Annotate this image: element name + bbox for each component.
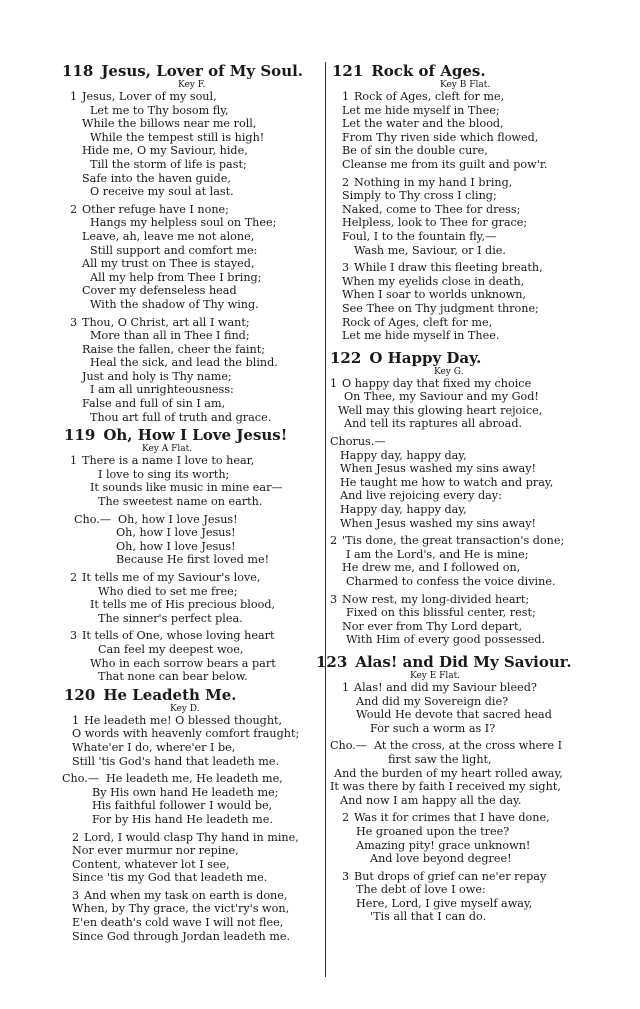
chorus-label: Chorus.— (330, 435, 386, 449)
verse-line (330, 230, 586, 244)
verse-line (330, 794, 586, 808)
verse-line (62, 370, 322, 384)
stanza (330, 377, 586, 431)
verse-line (62, 813, 322, 827)
verse-line (62, 284, 322, 298)
verse-line (330, 503, 586, 517)
verse-text: Let me hide myself in Thee. (342, 329, 500, 343)
hymn-120 (62, 686, 322, 944)
verse-number: 3 (70, 315, 78, 329)
verse-line (330, 606, 586, 620)
verse-line (330, 329, 586, 343)
stanza (330, 739, 586, 807)
verse-text: Other refuge have I none; (82, 202, 229, 216)
verse-number: 3 (70, 629, 78, 643)
verse-number: 2 (72, 830, 80, 844)
hymn-title (316, 653, 586, 671)
verse-line (330, 462, 586, 476)
hymn-121 (330, 62, 586, 343)
verse-line (62, 786, 322, 800)
verse-text: Thou art full of truth and grace. (90, 410, 272, 424)
verse-line (330, 548, 586, 562)
chorus-label: Cho.— (330, 739, 368, 753)
verse-line (330, 695, 586, 709)
hymn-key: Key B Flat. (440, 80, 491, 90)
verse-text: Would He devote that sacred head (356, 708, 552, 722)
verse-line (62, 657, 322, 671)
verse-line (62, 411, 322, 425)
verse-number: 1 (330, 376, 338, 390)
verse-text: The sweetest name on earth. (98, 495, 263, 509)
verse-text: And did my Sovereign die? (356, 694, 509, 708)
hymn-key: Key G. (434, 366, 464, 377)
verse-line (62, 144, 322, 158)
hymn-title-text: Jesus, Lover of My Soul. (101, 62, 304, 80)
verse-text: Thou, O Christ, art all I want; (82, 315, 250, 329)
verse-text: Wash me, Saviour, or I die. (354, 243, 506, 257)
verse-text: Still support and comfort me: (90, 243, 258, 257)
verse-line (330, 708, 586, 722)
verse-text: All my trust on Thee is stayed, (82, 257, 255, 271)
verse-line (330, 633, 586, 647)
verse-text: And now I am happy all the day. (340, 793, 522, 807)
verse-number: 3 (72, 888, 80, 902)
verse-line (62, 772, 322, 786)
verse-text: Cover my defenseless head (82, 284, 237, 298)
verse-line (62, 244, 322, 258)
column-divider (325, 62, 326, 977)
verse-text: Oh, how I love Jesus! (116, 539, 236, 553)
verse-line (330, 753, 586, 767)
verse-line (330, 561, 586, 575)
verse-line (330, 158, 586, 172)
verse-text: Helpless, look to Thee for grace; (342, 216, 528, 230)
verse-line (62, 90, 322, 104)
verse-text: Happy day, happy day, (340, 503, 467, 517)
hymn-title (62, 686, 322, 704)
stanza (330, 176, 586, 258)
verse-line (62, 844, 322, 858)
verse-line (330, 302, 586, 316)
verse-line (330, 104, 586, 118)
verse-line (62, 629, 322, 643)
hymn-number: 118 (62, 62, 94, 80)
verse-text: When my eyelids close in death, (342, 274, 525, 288)
verse-number: 1 (342, 680, 350, 694)
verse-text: Alas! and did my Saviour bleed? (354, 680, 537, 694)
verse-number: 2 (342, 175, 350, 189)
verse-text: It tells me of my Saviour's love, (82, 571, 261, 584)
verse-line (62, 858, 322, 872)
hymn-title-text: He Leadeth Me. (103, 685, 237, 704)
verse-text: Hide me, O my Saviour, hide, (82, 144, 248, 158)
stanza (62, 714, 322, 768)
verse-text: Well may this glowing heart rejoice, (338, 403, 543, 417)
hymn-118 (62, 62, 322, 424)
verse-number: 3 (330, 592, 338, 606)
verse-text: Let me to Thy bosom fly, (90, 103, 229, 117)
verse-line (330, 435, 586, 449)
verse-line (330, 722, 586, 736)
verse-line (62, 902, 322, 916)
verse-text: It sounds like music in mine ear— (90, 481, 283, 495)
verse-text: When Jesus washed my sins away! (340, 462, 537, 476)
verse-text: Let me hide myself in Thee; (342, 103, 500, 117)
verse-text: Whate'er I do, where'er I be, (72, 740, 236, 754)
stanza (330, 90, 586, 172)
verse-line (330, 476, 586, 490)
verse-text: Leave, ah, leave me not alone, (82, 229, 255, 243)
verse-line (330, 620, 586, 634)
hymn-key: Key E Flat. (410, 670, 461, 681)
verse-line (330, 404, 586, 418)
stanza (62, 203, 322, 312)
verse-line (330, 275, 586, 289)
verse-text: He drew me, and I followed on, (342, 561, 521, 575)
verse-text: Just and holy is Thy name; (82, 369, 232, 383)
stanza (62, 571, 322, 625)
hymn-title-text: O Happy Day. (369, 348, 482, 367)
verse-text: Nor ever from Thy Lord depart, (342, 619, 523, 633)
stanza (62, 513, 322, 567)
verse-line (330, 117, 586, 131)
verse-text: Simply to Thy cross I cling; (342, 189, 497, 203)
verse-text: More than all in Thee I find; (90, 329, 250, 343)
verse-text: With the shadow of Thy wing. (90, 297, 259, 311)
verse-text: Rock of Ages, cleft for me, (354, 90, 505, 103)
hymn-title (62, 426, 322, 444)
verse-line (330, 489, 586, 503)
stanza (62, 889, 322, 943)
verse-line (62, 714, 322, 728)
verse-line (330, 767, 586, 781)
verse-line (330, 852, 586, 866)
verse-number: 2 (70, 202, 78, 216)
verse-line (330, 176, 586, 190)
verse-number: 1 (342, 90, 350, 103)
hymn-title-text: Alas! and Did My Saviour. (355, 652, 572, 671)
verse-number: 2 (342, 811, 350, 825)
verse-text: When I soar to worlds unknown, (342, 288, 527, 302)
verse-line (330, 316, 586, 330)
verse-text: Who in each sorrow bears a part (90, 656, 276, 670)
verse-line (62, 598, 322, 612)
verse-number: 1 (70, 454, 78, 468)
right-column (316, 62, 586, 924)
verse-text: His faithful follower I would be, (92, 799, 273, 813)
hymn-number: 119 (64, 426, 96, 445)
verse-text: At the cross, at the cross where I (374, 739, 563, 753)
verse-line (330, 593, 586, 607)
verse-text: And live rejoicing every day: (340, 489, 502, 503)
hymn-123 (316, 652, 586, 924)
verse-text: O words with heavenly comfort fraught; (72, 727, 300, 741)
verse-line (62, 481, 322, 495)
chorus-label: Cho.— (74, 512, 112, 526)
verse-line (330, 449, 586, 463)
verse-line (62, 553, 322, 567)
verse-number: 3 (342, 261, 350, 275)
verse-line (62, 799, 322, 813)
verse-text: False and full of sin I am, (82, 397, 226, 411)
verse-line (62, 755, 322, 769)
verse-line (62, 185, 322, 199)
verse-line (330, 90, 586, 104)
verse-text: Was it for crimes that I have done, (354, 811, 550, 825)
stanza (330, 681, 586, 735)
chorus-label: Cho.— (62, 772, 100, 786)
verse-line (330, 216, 586, 230)
verse-text: He leadeth me! O blessed thought, (84, 713, 283, 727)
verse-line (62, 397, 322, 411)
verse-text: When Jesus washed my sins away! (340, 516, 537, 530)
verse-text: Naked, come to Thee for dress; (342, 202, 521, 216)
verse-line (62, 741, 322, 755)
verse-line (62, 230, 322, 244)
verse-text: Since 'tis my God that leadeth me. (72, 871, 268, 885)
verse-text: When, by Thy grace, the vict'ry's won, (72, 902, 290, 916)
verse-text: He taught me how to watch and pray, (340, 475, 554, 489)
verse-line (62, 329, 322, 343)
verse-text: And tell its raptures all abroad. (344, 417, 523, 431)
verse-line (62, 916, 322, 930)
verse-line (62, 158, 322, 172)
stanza (62, 316, 322, 425)
verse-line (62, 643, 322, 657)
verse-text: Since God through Jordan leadeth me. (72, 929, 291, 943)
verse-text: It tells me of His precious blood, (90, 598, 276, 612)
verse-text: But drops of grief can ne'er repay (354, 869, 547, 883)
verse-text: Foul, I to the fountain fly,— (342, 229, 497, 243)
verse-line (330, 189, 586, 203)
verse-line (330, 681, 586, 695)
verse-text: I am the Lord's, and He is mine; (346, 547, 529, 561)
hymn-title-text: Rock of Ages. (371, 62, 486, 80)
verse-line (62, 468, 322, 482)
verse-line (62, 257, 322, 271)
verse-line (330, 897, 586, 911)
hymn-title-text: Oh, How I Love Jesus! (103, 426, 288, 445)
verse-text: Who died to set me free; (98, 584, 238, 598)
hymn-number: 123 (316, 652, 348, 671)
verse-text: O receive my soul at last. (90, 185, 234, 199)
verse-text: He leadeth me, He leadeth me, (106, 772, 283, 786)
verse-text: While the tempest still is high! (90, 130, 265, 144)
verse-text: I am all unrighteousness: (90, 383, 234, 397)
verse-text: Fixed on this blissful center, rest; (346, 606, 536, 620)
verse-text: Can feel my deepest woe, (98, 642, 244, 656)
verse-line (62, 612, 322, 626)
verse-text: There is a name I love to hear, (82, 454, 255, 468)
verse-text: Still 'tis God's hand that leadeth me. (72, 754, 280, 768)
verse-text: Rock of Ages, cleft for me, (342, 315, 493, 329)
verse-text: And the burden of my heart rolled away, (334, 766, 563, 780)
verse-line (62, 571, 322, 585)
verse-text: Oh, how I love Jesus! (118, 512, 238, 526)
verse-text: See Thee on Thy judgment throne; (342, 301, 539, 315)
verse-number: 2 (70, 571, 78, 584)
verse-text: Nor ever murmur nor repine, (72, 844, 239, 858)
verse-line (330, 870, 586, 884)
verse-number: 2 (330, 534, 338, 548)
verse-line (330, 910, 586, 924)
verse-line (330, 244, 586, 258)
verse-text: It tells of One, whose loving heart (82, 629, 275, 643)
verse-line (62, 495, 322, 509)
verse-text: While the billows near me roll, (82, 117, 257, 131)
hymn-key: Key F. (178, 80, 206, 90)
verse-text: Heal the sick, and lead the blind. (90, 356, 278, 370)
stanza (62, 90, 322, 199)
verse-text: Happy day, happy day, (340, 448, 467, 462)
verse-line (62, 316, 322, 330)
verse-line (62, 831, 322, 845)
verse-text: With Him of every good possessed. (346, 633, 546, 647)
verse-text: I love to sing its worth; (98, 467, 230, 481)
verse-text: Because He first loved me! (116, 553, 270, 567)
verse-line (330, 261, 586, 275)
verse-line (62, 131, 322, 145)
verse-line (62, 383, 322, 397)
verse-line (330, 883, 586, 897)
verse-text: Safe into the haven guide, (82, 171, 231, 185)
verse-text: On Thee, my Saviour and my God! (344, 390, 539, 404)
verse-line (62, 203, 322, 217)
verse-text: That none can bear below. (98, 670, 248, 684)
verse-text: 'Tis all that I can do. (370, 910, 487, 924)
verse-line (330, 377, 586, 391)
verse-text: Jesus, Lover of my soul, (82, 90, 217, 103)
verse-text: Raise the fallen, cheer the faint; (82, 342, 265, 356)
verse-text: Nothing in my hand I bring, (354, 175, 513, 189)
verse-line (330, 739, 586, 753)
hymn-number: 120 (64, 685, 96, 704)
verse-line (330, 780, 586, 794)
verse-text: Till the storm of life is past; (90, 157, 247, 171)
verse-text: Let the water and the blood, (342, 117, 504, 131)
verse-text: All my help from Thee I bring; (90, 270, 262, 284)
verse-line (62, 513, 322, 527)
stanza (330, 870, 586, 924)
verse-text: 'Tis done, the great transaction's done; (342, 534, 565, 548)
stanza (330, 593, 586, 647)
verse-line (62, 930, 322, 944)
stanza (62, 772, 322, 826)
stanza (62, 629, 322, 683)
verse-line (62, 454, 322, 468)
verse-line (62, 540, 322, 554)
verse-text: For by His hand He leadeth me. (92, 812, 273, 826)
verse-text: It was there by faith I received my sight, (330, 780, 561, 794)
verse-line (62, 216, 322, 230)
hymn-119 (62, 426, 322, 684)
stanza (330, 261, 586, 343)
verse-line (330, 131, 586, 145)
verse-line (62, 727, 322, 741)
stanza (330, 435, 586, 530)
verse-number: 1 (72, 713, 80, 727)
hymn-title (62, 62, 322, 80)
verse-line (62, 526, 322, 540)
verse-text: The sinner's perfect plea. (98, 611, 243, 625)
verse-line (330, 517, 586, 531)
verse-text: The debt of love I owe: (356, 883, 486, 897)
stanza (330, 811, 586, 865)
stanza (62, 454, 322, 508)
hymn-122 (330, 349, 586, 647)
verse-line (62, 343, 322, 357)
hymn-number: 121 (332, 62, 364, 80)
verse-text: By His own hand He leadeth me; (92, 785, 279, 799)
verse-text: first saw the light, (388, 752, 492, 766)
verse-text: He groaned upon the tree? (356, 824, 510, 838)
verse-text: And love beyond degree! (370, 852, 512, 866)
verse-text: Here, Lord, I give myself away, (356, 896, 533, 910)
verse-text: And when my task on earth is done, (84, 888, 288, 902)
hymn-key: Key D. (170, 703, 200, 714)
hymn-key: Key A Flat. (142, 444, 193, 455)
verse-line (62, 356, 322, 370)
verse-line (330, 839, 586, 853)
verse-text: O happy day that fixed my choice (342, 376, 532, 390)
verse-line (330, 825, 586, 839)
verse-text: Oh, how I love Jesus! (116, 526, 236, 540)
verse-text: E'en death's cold wave I will not flee, (72, 916, 284, 930)
verse-line (62, 670, 322, 684)
verse-line (330, 288, 586, 302)
hymn-title (330, 62, 586, 80)
hymn-title (330, 349, 586, 367)
verse-text: Amazing pity! grace unknown! (356, 838, 531, 852)
verse-text: Hangs my helpless soul on Thee; (90, 216, 277, 230)
verse-line (62, 889, 322, 903)
left-column (62, 62, 322, 943)
verse-text: Lord, I would clasp Thy hand in mine, (84, 830, 299, 844)
verse-line (62, 871, 322, 885)
verse-number: 1 (70, 90, 78, 103)
hymn-number: 122 (330, 348, 362, 367)
stanza (62, 831, 322, 885)
verse-text: Charmed to confess the voice divine. (346, 575, 556, 588)
verse-line (62, 298, 322, 312)
verse-text: Content, whatever lot I see, (72, 857, 230, 871)
verse-line (62, 585, 322, 599)
verse-line (62, 104, 322, 118)
verse-line (62, 271, 322, 285)
verse-line (330, 417, 586, 431)
verse-text: While I draw this fleeting breath, (354, 261, 543, 275)
verse-line (62, 117, 322, 131)
verse-text: Be of sin the double cure, (342, 144, 488, 158)
verse-line (330, 575, 586, 589)
stanza (330, 534, 586, 588)
verse-text: Now rest, my long-divided heart; (342, 592, 530, 606)
verse-line (62, 172, 322, 186)
verse-text: Cleanse me from its guilt and pow'r. (342, 157, 548, 171)
verse-line (330, 534, 586, 548)
verse-number: 3 (342, 869, 350, 883)
verse-text: From Thy riven side which flowed, (342, 130, 539, 144)
verse-line (330, 203, 586, 217)
verse-line (330, 144, 586, 158)
verse-text: For such a worm as I? (370, 721, 496, 735)
verse-line (330, 390, 586, 404)
verse-line (330, 811, 586, 825)
